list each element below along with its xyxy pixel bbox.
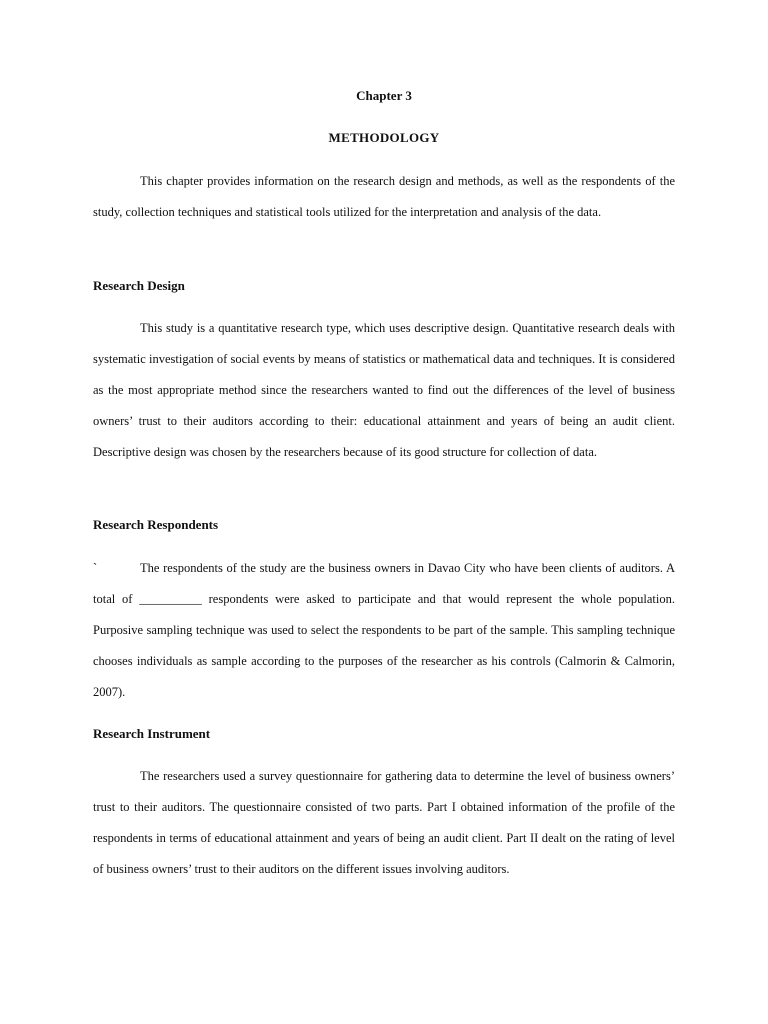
paragraph-research-design: This study is a quantitative research type, which uses descriptive design. Quantitative research deals with systematic investigation of social events by means of statistics or mathematical data and techniques. It is considered as the most appropriate method since the researchers wanted to find out the differences of the level of business owners’ trust to their auditors according to their: educational attainment and years of being an audit client. Descriptive design was chosen by the researchers because of its good structure for collection of data. — [93, 321, 675, 459]
heading-research-respondents: Research Respondents — [93, 517, 219, 532]
heading-research-design: Research Design — [93, 278, 185, 293]
intro-paragraph: This chapter provides information on the research design and methods, as well as the respondents of the study, collection techniques and statistical tools utilized for the interpretation and analysis of the data. — [93, 174, 675, 219]
chapter-title: Chapter 3 — [356, 88, 412, 103]
stray-backtick: ` — [93, 561, 98, 575]
heading-research-instrument: Research Instrument — [93, 726, 211, 741]
paragraph-research-instrument: The researchers used a survey questionnaire for gathering data to determine the level of business owners’ trust to their auditors. The questionnaire consisted of two parts. Part I obtained information of the profile of the respondents in terms of educational attainment and years of being an audit client. Part II dealt on the rating of level of business owners’ trust to their auditors on the different issues involving auditors. — [93, 769, 675, 876]
paragraph-research-respondents: The respondents of the study are the business owners in Davao City who have been clients of auditors. A total of __________ respondents were asked to participate and that would represent the whole population. Purposive sampling technique was used to select the respondents to be part of the sample. This sampling technique chooses individuals as sample according to the purposes of the researcher as his controls (Calmorin & Calmorin, 2007). — [93, 561, 675, 699]
main-title: METHODOLOGY — [328, 130, 440, 145]
